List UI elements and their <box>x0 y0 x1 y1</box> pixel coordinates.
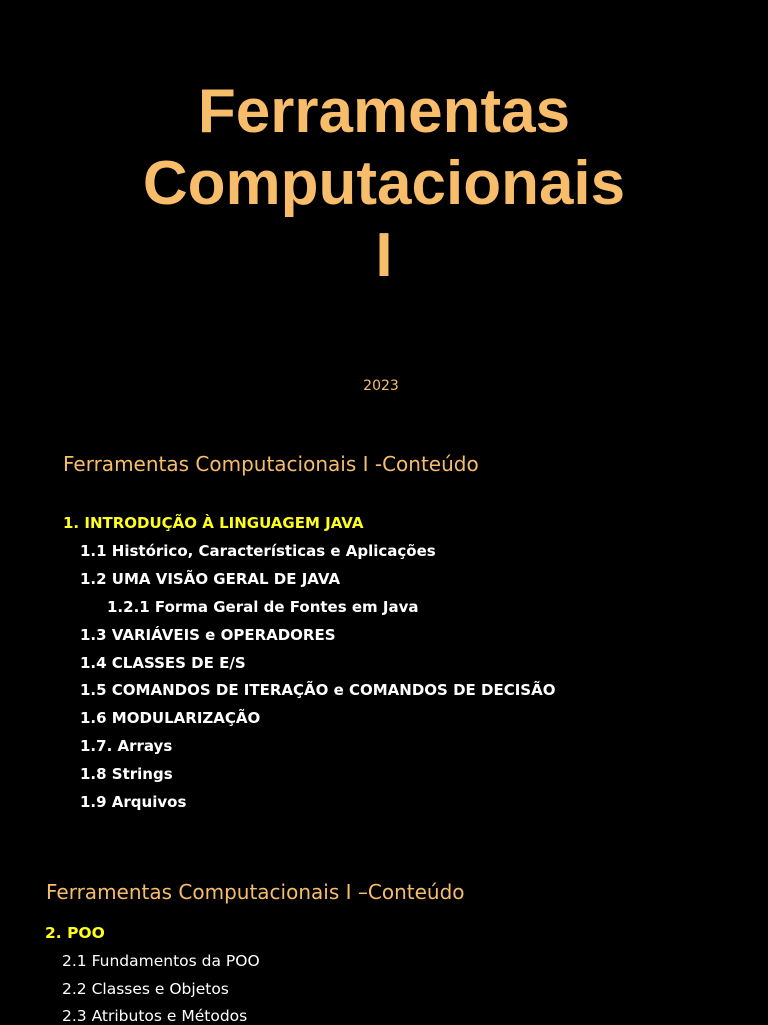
list-item-chapter-1: 1. INTRODUÇÃO À LINGUAGEM JAVA <box>63 514 364 532</box>
section-1-heading: Ferramentas Computacionais I -Conteúdo <box>63 452 479 476</box>
slide-title <box>0 76 768 292</box>
list-item: 2.2 Classes e Objetos <box>62 980 229 998</box>
list-item: 1.1 Histórico, Características e Aplicações <box>80 542 436 560</box>
list-item: 1.6 MODULARIZAÇÃO <box>80 709 261 727</box>
year-label: 2023 <box>363 378 399 394</box>
list-item: 1.5 COMANDOS DE ITERAÇÃO e COMANDOS DE DECISÃO <box>80 681 556 699</box>
list-item: 2.1 Fundamentos da POO <box>62 952 260 970</box>
list-item: 2.3 Atributos e Métodos <box>62 1007 248 1025</box>
list-item: 1.2.1 Forma Geral de Fontes em Java <box>107 598 419 616</box>
list-item: 1.9 Arquivos <box>80 793 187 811</box>
title-line-1: Ferramentas <box>197 77 571 146</box>
title-line-2: Computacionais <box>142 149 626 218</box>
section-2-heading: Ferramentas Computacionais I –Conteúdo <box>46 880 465 904</box>
title-line-3: I <box>375 221 393 290</box>
list-item-chapter-2: 2. POO <box>45 924 105 942</box>
list-item: 1.3 VARIÁVEIS e OPERADORES <box>80 626 336 644</box>
list-item: 1.8 Strings <box>80 765 173 783</box>
list-item: 1.7. Arrays <box>80 737 173 755</box>
list-item: 1.2 UMA VISÃO GERAL DE JAVA <box>80 570 341 588</box>
list-item: 1.4 CLASSES DE E/S <box>80 654 246 672</box>
